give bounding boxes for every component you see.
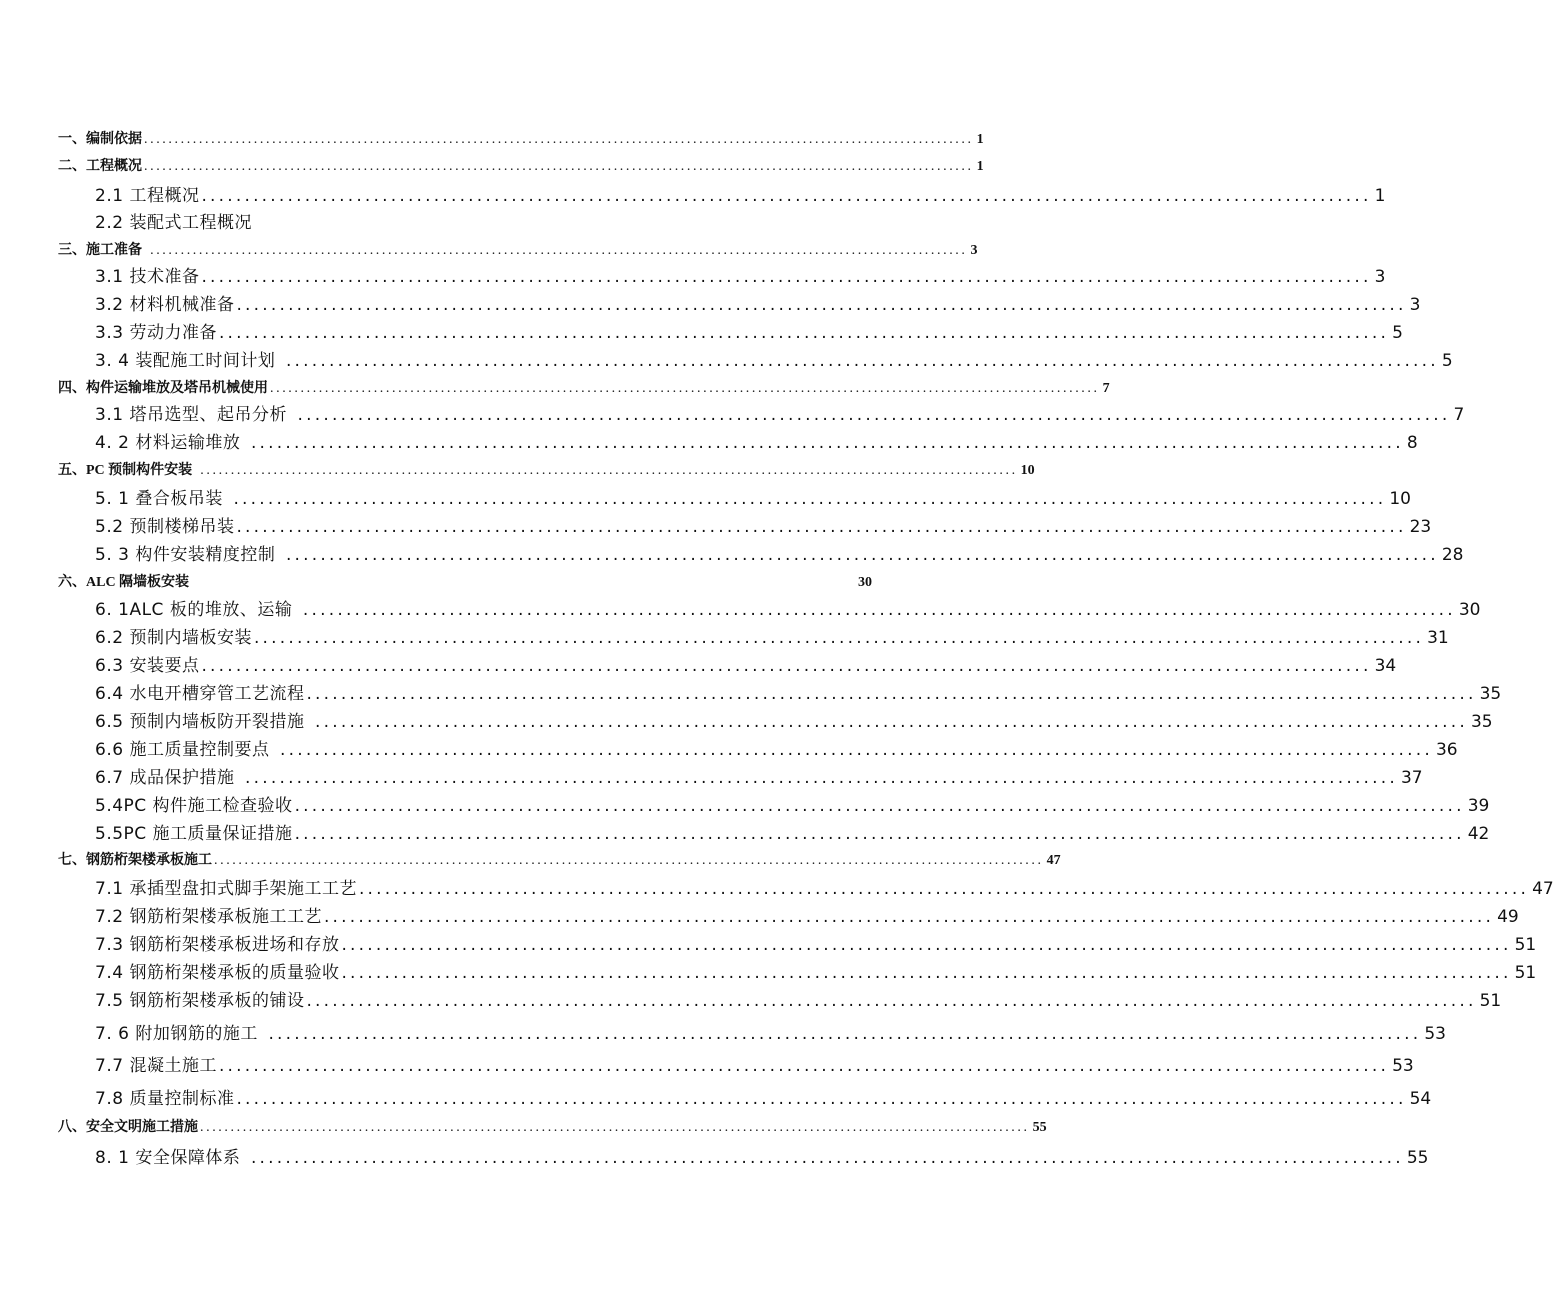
toc-entry-label: 7.7 混凝土施工: [95, 1056, 217, 1076]
toc-entry[interactable]: [95, 679, 1502, 704]
toc-entry[interactable]: [95, 1143, 1429, 1168]
toc-leader-dots: ........................................................................................................................................: [358, 879, 1530, 899]
toc-leader-dots: ........................................................................................................................................: [144, 132, 974, 147]
toc-entry[interactable]: [58, 1116, 1047, 1136]
toc-entry[interactable]: [58, 155, 984, 175]
toc-entry-page: 49: [1497, 907, 1519, 927]
toc-entry-label: 7.1 承插型盘扣式脚手架施工工艺: [95, 879, 357, 899]
toc-entry-label: 六、ALC 隔墙板安装: [58, 575, 190, 590]
toc-entry-page: 37: [1400, 768, 1423, 788]
toc-leader-dots: ........................................................................................................................................: [214, 853, 1044, 868]
toc-entry-label: 6.5 预制内墙板防开裂措施: [95, 712, 305, 732]
toc-entry-label: 7.5 钢筋桁架楼承板的铺设: [95, 991, 305, 1011]
toc-entry[interactable]: [95, 290, 1421, 315]
toc-leader-dots: ......................................................................................................................................: [242, 433, 1404, 453]
toc-entry-label: 5.2 预制楼梯吊装: [95, 517, 235, 537]
toc-entry-label: 2.1 工程概况: [95, 186, 200, 206]
toc-leader-dots: ......................................................................................................................................: [294, 600, 1456, 620]
toc-entry[interactable]: [95, 958, 1537, 983]
toc-entry-label: 6.6 施工质量控制要点: [95, 740, 270, 760]
toc-leader-dots: ........................................................................................................................................: [218, 1056, 1390, 1076]
toc-entry[interactable]: [95, 791, 1490, 816]
toc-leader-dots: ......................................................................................................................................: [277, 545, 1439, 565]
toc-entry-page: 7: [1102, 381, 1110, 396]
toc-entry[interactable]: [95, 623, 1449, 648]
toc-leader-dots: ......................................................................................................................................: [242, 1148, 1404, 1168]
toc-entry-page: 53: [1392, 1056, 1414, 1076]
toc-entry-page: 47: [1532, 879, 1554, 899]
toc-entry-label: 6. 1ALC 板的堆放、运输: [95, 600, 293, 620]
toc-entry-page: 28: [1441, 545, 1464, 565]
toc-entry[interactable]: [95, 318, 1403, 343]
toc-leader-dots: ........................................................................................................................................: [341, 935, 1512, 955]
toc-entry-page: 3: [1409, 295, 1421, 315]
toc-entry-label: 5.5PC 施工质量保证措施: [95, 824, 293, 844]
toc-entry[interactable]: [95, 902, 1519, 927]
toc-entry-label: 6.3 安装要点: [95, 656, 200, 676]
toc-entry-label: 3.3 劳动力准备: [95, 323, 217, 343]
toc-entry-page: 10: [1389, 489, 1411, 509]
toc-entry-label: 五、PC 预制构件安装: [58, 463, 193, 478]
toc-entry-page: 47: [1046, 853, 1061, 868]
toc-entry[interactable]: [95, 986, 1502, 1011]
toc-leader-dots: ........................................................................................................................................: [201, 267, 1372, 287]
toc-entry-label: 5. 3 构件安装精度控制: [95, 545, 276, 565]
toc-entry-page: 51: [1479, 991, 1502, 1011]
toc-entry-label: 7.3 钢筋桁架楼承板进场和存放: [95, 935, 340, 955]
toc-entry[interactable]: [95, 707, 1493, 732]
toc-entry[interactable]: [95, 484, 1411, 509]
toc-entry[interactable]: [58, 459, 1035, 479]
toc-entry-page: 34: [1374, 656, 1397, 676]
toc-entry-label: 7.8 质量控制标准: [95, 1089, 235, 1109]
toc-entry-page: 30: [1458, 600, 1481, 620]
toc-leader-dots: ......................................................................................................................................: [306, 712, 1468, 732]
toc-entry[interactable]: [95, 208, 872, 233]
toc-leader-dots: ........................................................................................................................................: [270, 381, 1100, 396]
toc-entry-page: 55: [1032, 1120, 1047, 1135]
toc-entry[interactable]: [58, 128, 984, 148]
toc-entry[interactable]: [95, 1019, 1446, 1044]
toc-entry-label: 三、施工准备: [58, 243, 142, 258]
toc-leader-dots: ........................................................................................................................................: [236, 517, 1407, 537]
toc-entry-page: 39: [1467, 796, 1490, 816]
toc-entry-page: 7: [1453, 405, 1465, 425]
toc-entry[interactable]: [58, 571, 872, 591]
toc-entry[interactable]: [95, 735, 1458, 760]
toc-entry-label: 3.1 塔吊选型、起吊分析: [95, 405, 287, 425]
toc-leader-dots: ......................................................................................................................................: [277, 351, 1439, 371]
toc-entry-page: 55: [1406, 1148, 1429, 1168]
toc-leader-dots: ......................................................................................................................................: [271, 740, 1433, 760]
toc-entry-label: 6.7 成品保护措施: [95, 768, 235, 788]
toc-entry-page: 54: [1409, 1089, 1432, 1109]
toc-entry-label: 6.2 预制内墙板安装: [95, 628, 252, 648]
toc-leader-dots: ........................................................................................................................................: [253, 628, 1425, 648]
toc-entry-label: 八、安全文明施工措施: [58, 1120, 198, 1135]
toc-leader-dots: ........................................................................................................................................: [200, 1120, 1030, 1135]
toc-entry-page: 8: [1406, 433, 1418, 453]
toc-entry-page: 1: [976, 159, 984, 174]
toc-entry-label: 七、钢筋桁架楼承板施工: [58, 853, 212, 868]
toc-leader-dots: ........................................................................................................................................: [218, 323, 1390, 343]
toc-entry[interactable]: [58, 239, 978, 259]
toc-leader-dots: ......................................................................................................................................: [224, 489, 1387, 509]
toc-leader-dots: ........................................................................................................................................: [201, 186, 1372, 206]
toc-entry[interactable]: [95, 400, 1465, 425]
toc-entry-page: 35: [1470, 712, 1493, 732]
toc-entry-label: 3.1 技术准备: [95, 267, 200, 287]
toc-entry-label: 一、编制依据: [58, 132, 142, 147]
toc-leader-dots: ........................................................................................................................................: [323, 907, 1495, 927]
toc-leader-dots: ........................................................................................................................................: [236, 295, 1407, 315]
toc-entry-label: 8. 1 安全保障体系: [95, 1148, 241, 1168]
toc-entry[interactable]: [58, 377, 1110, 397]
toc-entry-page: 31: [1427, 628, 1449, 648]
toc-entry[interactable]: [95, 930, 1537, 955]
toc-entry-label: 7.2 钢筋桁架楼承板施工工艺: [95, 907, 322, 927]
toc-entry-label: 5.4PC 构件施工检查验收: [95, 796, 293, 816]
toc-leader-dots: ......................................................................................................................................: [259, 1024, 1422, 1044]
toc-entry-page: 36: [1435, 740, 1458, 760]
toc-entry-label: 3.2 材料机械准备: [95, 295, 235, 315]
toc-entry[interactable]: [95, 262, 1386, 287]
toc-entry[interactable]: [95, 181, 1386, 206]
toc-leader-dots: ......................................................................................................................................: [236, 768, 1398, 788]
toc-entry[interactable]: [95, 763, 1423, 788]
toc-entry-page: 3: [970, 243, 978, 258]
toc-entry-label: 5. 1 叠合板吊装: [95, 489, 223, 509]
toc-entry-page: 51: [1514, 935, 1537, 955]
toc-leader-dots: ........................................................................................................................................: [306, 684, 1477, 704]
toc-leader-dots: ........................................................................................................................................: [306, 991, 1477, 1011]
toc-leader-dots: ........................................................................................................................................: [144, 159, 974, 174]
toc-entry[interactable]: [95, 512, 1432, 537]
toc-entry-page: 23: [1409, 517, 1432, 537]
toc-entry[interactable]: [95, 428, 1418, 453]
toc-entry-page: 1: [976, 132, 984, 147]
toc-entry-page: 10: [1020, 463, 1035, 478]
toc-leader-dots: ......................................................................................................................................: [144, 243, 968, 258]
toc-entry[interactable]: [95, 874, 1554, 899]
toc-entry-label: 四、构件运输堆放及塔吊机械使用: [58, 381, 268, 396]
toc-entry[interactable]: [95, 540, 1464, 565]
toc-entry[interactable]: [95, 346, 1453, 371]
toc-entry-page: 51: [1514, 963, 1537, 983]
toc-entry-label: 7.4 钢筋桁架楼承板的质量验收: [95, 963, 340, 983]
toc-entry-page: 30: [858, 575, 872, 590]
toc-entry[interactable]: [95, 819, 1490, 844]
toc-entry-page: 3: [1374, 267, 1386, 287]
toc-entry-label: 2.2 装配式工程概况: [95, 213, 252, 233]
toc-leader-dots: ........................................................................................................................................: [341, 963, 1512, 983]
toc-entry-page: 1: [1374, 186, 1386, 206]
toc-entry[interactable]: [95, 1051, 1414, 1076]
toc-leader-dots: ........................................................................................................................................: [201, 656, 1372, 676]
toc-entry-label: 4. 2 材料运输堆放: [95, 433, 241, 453]
toc-entry-page: 5: [1441, 351, 1453, 371]
toc-entry[interactable]: [95, 651, 1397, 676]
toc-leader-dots: ........................................................................................................................................: [294, 824, 1465, 844]
toc-entry[interactable]: [95, 1084, 1432, 1109]
toc-entry-page: 53: [1424, 1024, 1446, 1044]
toc-entry-label: 3. 4 装配施工时间计划: [95, 351, 276, 371]
toc-leader-dots: ......................................................................................................................................: [194, 463, 1018, 478]
toc-entry-page: 42: [1467, 824, 1490, 844]
toc-entry-page: 35: [1479, 684, 1502, 704]
toc-leader-dots: ........................................................................................................................................: [236, 1089, 1407, 1109]
toc-entry[interactable]: [95, 595, 1481, 620]
toc-entry-label: 二、工程概况: [58, 159, 142, 174]
toc-entry-page: 5: [1392, 323, 1403, 343]
toc-leader-dots: ......................................................................................................................................: [288, 405, 1451, 425]
toc-entry-label: 6.4 水电开槽穿管工艺流程: [95, 684, 305, 704]
toc-entry-label: 7. 6 附加钢筋的施工: [95, 1024, 258, 1044]
toc-entry[interactable]: [58, 849, 1061, 869]
toc-leader-dots: ........................................................................................................................................: [294, 796, 1465, 816]
